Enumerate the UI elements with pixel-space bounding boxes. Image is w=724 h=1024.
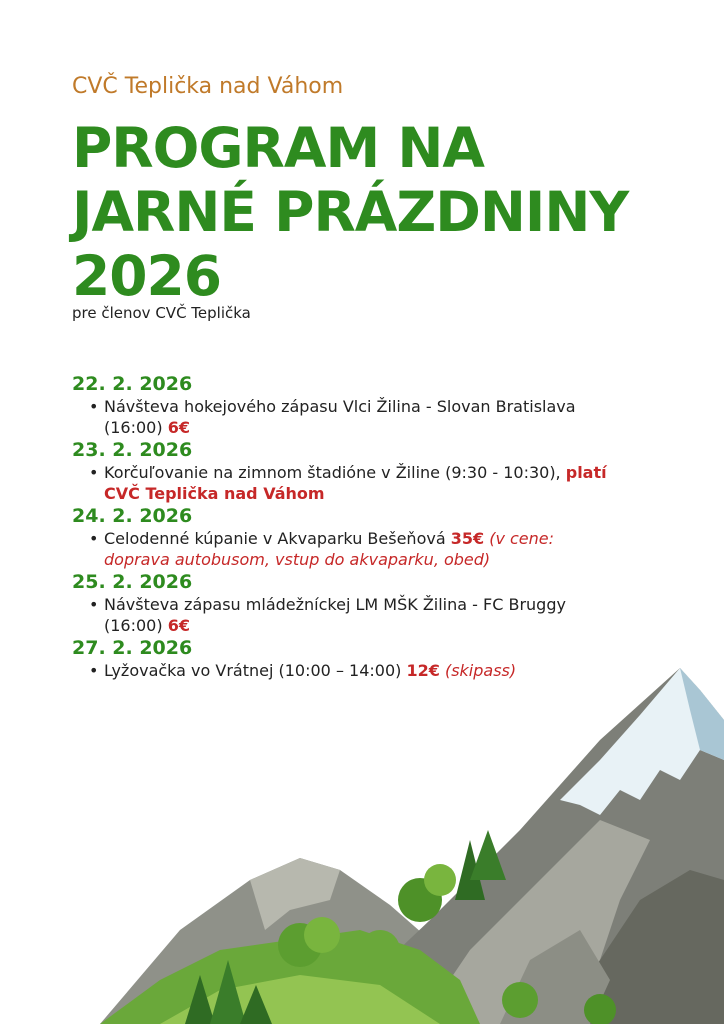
item-payer: CVČ Teplička nad Váhom — [104, 484, 325, 503]
program-date: 22. 2. 2026 — [72, 373, 193, 395]
bullet: • — [89, 463, 99, 482]
item-time: (16:00) — [104, 418, 168, 437]
item-time: (16:00) — [104, 616, 168, 635]
bullet: • — [89, 529, 99, 548]
item-text: Celodenné kúpanie v Akvaparku Bešeňová — [104, 529, 451, 548]
item-price: 12€ — [406, 661, 440, 680]
program-date: 24. 2. 2026 — [72, 505, 193, 527]
item-note-continued: doprava autobusom, vstup do akvaparku, obed) — [104, 550, 491, 569]
item-price-label: platí — [565, 463, 607, 482]
bullet: • — [89, 397, 99, 416]
subtitle: pre členov CVČ Teplička — [72, 304, 251, 322]
bullet: • — [89, 595, 99, 614]
program-date: 23. 2. 2026 — [72, 439, 193, 461]
item-note: (v cene: — [484, 529, 555, 548]
item-price: 35€ — [450, 529, 485, 548]
title-line-2: JARNÉ PRÁZDNINY — [72, 180, 629, 244]
item-text: Návšteva hokejového zápasu Vlci Žilina - Slovan Bratislava — [104, 397, 576, 416]
title-line-3: 2026 — [72, 244, 222, 308]
item-note: (skipass) — [439, 661, 517, 680]
program-date: 25. 2. 2026 — [72, 571, 193, 593]
item-text: Návšteva zápasu mládežníckej LM MŠK Žilina - FC Bruggy — [104, 595, 566, 614]
item-price: 6€ — [167, 418, 190, 437]
item-text: Korčuľovanie na zimnom štadióne v Žiline (9:30 - 10:30), — [104, 463, 566, 482]
title-line-1: PROGRAM NA — [72, 116, 484, 180]
organization-name: CVČ Teplička nad Váhom — [72, 74, 344, 99]
program-date: 27. 2. 2026 — [72, 637, 193, 659]
item-price: 6€ — [167, 616, 190, 635]
bullet: • — [89, 661, 99, 680]
item-text: Lyžovačka vo Vrátnej (10:00 – 14:00) — [104, 661, 407, 680]
